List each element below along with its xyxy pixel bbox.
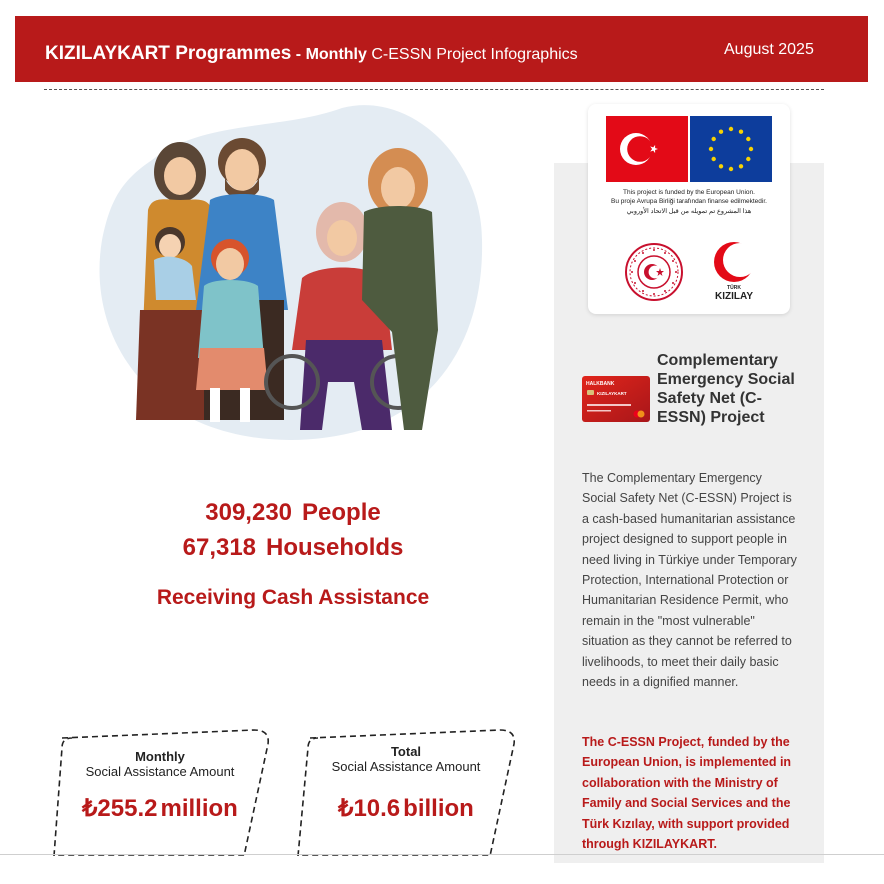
total-box-title: Total [390, 744, 422, 759]
total-amount-unit: billion [403, 795, 474, 822]
people-count [100, 499, 486, 527]
total-amount-box [294, 726, 518, 856]
card-bank-text: HALKBANK [586, 381, 615, 387]
project-description: The Complementary Emergency Social Safety Net (C-ESSN) Project is a cash-based humanitarian assistance project designed to support people in need living in Türkiye under Temporary Protection, International Protection or Humanitarian Residence Permit, who remain in the "most vulnerable" situation as they cannot be referred to livelihoods, to meet their daily basic needs in a dignified manner. [582, 471, 797, 690]
project-funded-statement: The C-ESSN Project, funded by the European Union, is implemented in collaboration with the Ministry of Family and Social Services and the Türk Kızılay, with support provided through KIZILAYKART. [582, 735, 792, 852]
funding-text-tr: Bu proje Avrupa Birliği tarafından finanse edilmektedir. [611, 198, 767, 205]
eu-flag-icon [690, 116, 772, 182]
header-banner [15, 16, 868, 82]
header-title [45, 43, 578, 65]
total-box-subtitle: Social Assistance Amount [331, 759, 481, 774]
total-amount-value [294, 794, 518, 823]
header-title-monthly: - Monthly [291, 46, 372, 63]
ministry-seal-icon [624, 242, 684, 302]
funding-text-en: This project is funded by the European Union. [623, 189, 755, 196]
receiving-cash-label: Receiving Cash Assistance [156, 586, 430, 609]
dashed-divider [44, 89, 824, 90]
households-label: Households [266, 534, 404, 561]
family-illustration [92, 100, 490, 445]
monthly-amount-number: ₺255.2 [82, 795, 158, 822]
monthly-amount-value [48, 794, 272, 823]
people-label: People [302, 499, 381, 526]
kizilay-logo-small-text: TÜRK [727, 285, 741, 291]
funding-logo-card [588, 104, 790, 314]
header-date: August 2025 [724, 41, 814, 58]
kizilay-logo-text: KIZILAY [715, 291, 753, 302]
people-value: 309,230 [205, 499, 293, 526]
project-title: Complementary Emergency Social Safety Net (C-ESSN) Project [657, 352, 795, 426]
card-brand-text: KIZILAYKART [597, 391, 627, 396]
monthly-amount-box [48, 726, 272, 856]
monthly-box-subtitle: Social Assistance Amount [85, 764, 235, 779]
header-title-infographics: C-ESSN Project Infographics [371, 46, 578, 63]
kizilay-crescent-icon [712, 240, 756, 284]
monthly-box-title: Monthly [135, 749, 185, 764]
total-amount-number: ₺10.6 [338, 795, 401, 822]
kizilaykart-card-image [582, 376, 650, 422]
monthly-amount-unit: million [160, 795, 238, 822]
page-bottom-divider [0, 854, 884, 855]
turkey-flag-icon [606, 116, 688, 182]
funding-text-ar: هذا المشروع تم تمويله من قبل الاتحاد الأوروبي [626, 208, 752, 215]
header-title-programmes: KIZILAYKART Programmes [45, 43, 292, 64]
households-value: 67,318 [182, 534, 257, 561]
monthly-box-frame [48, 726, 272, 856]
households-count [100, 534, 486, 562]
